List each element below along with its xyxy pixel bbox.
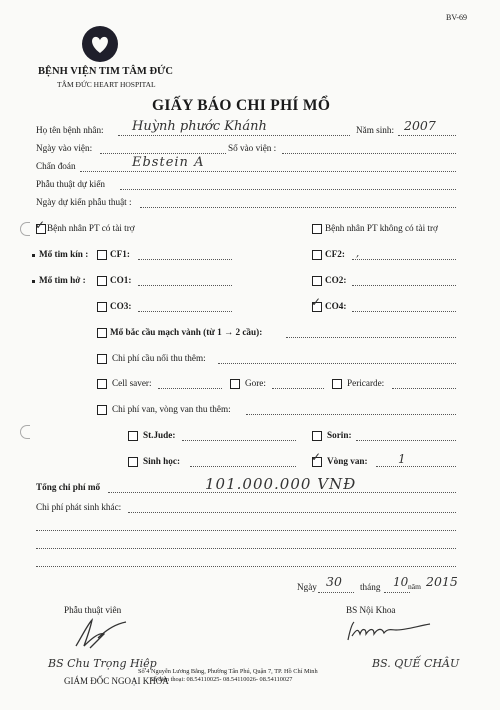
date-year-label: năm <box>408 582 421 591</box>
sorin-checkbox[interactable] <box>312 431 322 441</box>
footer-phone: Số điện thoại: 08.54110025- 08.54110026- 08.54110027 <box>150 676 293 683</box>
planned-date-line <box>140 207 456 208</box>
bio-valve-label: Sinh học: <box>143 456 181 466</box>
valve-extra-line <box>246 414 456 415</box>
admission-no-line <box>282 153 456 154</box>
closed-heart-label: Mổ tim kín : <box>39 249 89 259</box>
surgeon-title: GIÁM ĐỐC NGOẠI KHOA <box>64 676 169 686</box>
birth-year-value: 2007 <box>404 118 436 133</box>
ring-label: Vòng van: <box>327 456 368 466</box>
other-costs-line <box>36 530 456 531</box>
co4-label: CO4: <box>325 301 347 311</box>
admission-date-label: Ngày vào viện: <box>36 143 93 153</box>
cell-saver-line <box>158 388 222 389</box>
patient-name-value: Huỳnh phước Khánh <box>132 119 267 134</box>
co2-line <box>352 285 456 286</box>
sponsored-label: Bệnh nhân PT có tài trợ <box>47 223 135 233</box>
cf2-checkbox[interactable] <box>312 250 322 260</box>
total-cost-label: Tổng chi phí mổ <box>36 482 101 492</box>
cell-saver-label: Cell saver: <box>112 378 152 388</box>
cabg-label: Mổ bắc cầu mạch vành (từ 1 → 2 cầu): <box>110 327 263 337</box>
date-month-line <box>384 592 410 593</box>
planned-date-label: Ngày dự kiến phẫu thuật : <box>36 197 132 207</box>
internist-signature <box>344 618 434 646</box>
surgeon-name: BS Chu Trọng Hiệp <box>48 657 157 670</box>
other-costs-label: Chi phí phát sinh khác: <box>36 502 122 512</box>
surgeon-signature <box>70 616 130 652</box>
other-costs-line <box>128 512 456 513</box>
cf1-label: CF1: <box>110 249 130 259</box>
hospital-english-name: TÂM ĐỨC HEART HOSPITAL <box>57 80 156 89</box>
diagnosis-line <box>80 171 456 172</box>
bridge-extra-label: Chi phí cầu nối thu thêm: <box>112 353 206 363</box>
bio-valve-line <box>190 466 296 467</box>
not-sponsored-label: Bệnh nhân PT không có tài trợ <box>325 223 438 233</box>
pericarde-line <box>392 388 456 389</box>
co4-line <box>352 311 456 312</box>
birth-year-label: Năm sinh: <box>356 125 395 135</box>
birth-year-line <box>398 135 456 136</box>
cf1-line <box>138 259 232 260</box>
co3-line <box>138 311 232 312</box>
co3-label: CO3: <box>110 301 132 311</box>
st-jude-checkbox[interactable] <box>128 431 138 441</box>
cell-saver-checkbox[interactable] <box>97 379 107 389</box>
date-year: 2015 <box>426 574 458 589</box>
open-heart-label: Mổ tim hở : <box>39 275 86 285</box>
co2-checkbox[interactable] <box>312 276 322 286</box>
st-jude-label: St.Jude: <box>143 430 176 440</box>
cf2-value: , <box>356 248 360 259</box>
checkmark-icon: ✓ <box>311 450 322 464</box>
form-code: BV-69 <box>446 13 468 22</box>
patient-name-line <box>118 135 350 136</box>
co2-label: CO2: <box>325 275 347 285</box>
cf2-label: CF2: <box>325 249 345 259</box>
cf1-checkbox[interactable] <box>97 250 107 260</box>
cabg-line <box>286 337 456 338</box>
sorin-label: Sorin: <box>327 430 352 440</box>
bullet <box>32 280 35 283</box>
hospital-name: BỆNH VIỆN TIM TÂM ĐỨC <box>38 66 173 77</box>
planned-surgery-line <box>120 189 456 190</box>
valve-extra-checkbox[interactable] <box>97 405 107 415</box>
planned-surgery-label: Phẫu thuật dự kiến <box>36 179 106 189</box>
checkmark-icon: ✓ <box>311 295 322 309</box>
diagnosis-value: Ebstein A <box>132 155 205 170</box>
co1-line <box>138 285 232 286</box>
date-day-label: Ngày <box>297 582 317 592</box>
internist-label: BS Nội Khoa <box>346 605 396 615</box>
hospital-logo-icon <box>81 25 119 68</box>
gore-line <box>272 388 324 389</box>
ring-line <box>376 466 456 467</box>
footer-address: Số 4 Nguyễn Lương Bằng, Phường Tân Phú, Quận 7, TP. Hồ Chí Minh <box>138 668 318 675</box>
checkmark-icon: ✓ <box>35 218 46 232</box>
st-jude-line <box>182 440 296 441</box>
date-month: 10 <box>393 575 409 589</box>
co1-label: CO1: <box>110 275 132 285</box>
bridge-extra-line <box>218 363 456 364</box>
punch-hole <box>20 222 30 236</box>
patient-name-label: Họ tên bệnh nhân: <box>36 125 104 135</box>
punch-hole <box>20 425 30 439</box>
internist-name: BS. QUẾ CHÂU <box>372 657 460 670</box>
other-costs-line <box>36 548 456 549</box>
page-title: GIẤY BÁO CHI PHÍ MỔ <box>152 97 331 114</box>
co3-checkbox[interactable] <box>97 302 107 312</box>
bullet <box>32 254 35 257</box>
not-sponsored-checkbox[interactable] <box>312 224 322 234</box>
diagnosis-label: Chẩn đoán <box>36 161 76 171</box>
admission-date-line <box>100 153 226 154</box>
pericarde-label: Pericarde: <box>347 378 385 388</box>
surgeon-label: Phẫu thuật viên <box>64 605 122 615</box>
total-cost-value: 101.000.000 VNĐ <box>205 475 357 493</box>
other-costs-line <box>36 566 456 567</box>
bridge-extra-checkbox[interactable] <box>97 354 107 364</box>
pericarde-checkbox[interactable] <box>332 379 342 389</box>
admission-no-label: Số vào viện : <box>228 143 277 153</box>
gore-checkbox[interactable] <box>230 379 240 389</box>
date-month-label: tháng <box>360 582 381 592</box>
date-day: 30 <box>326 574 342 589</box>
co1-checkbox[interactable] <box>97 276 107 286</box>
cabg-checkbox[interactable] <box>97 328 107 338</box>
bio-valve-checkbox[interactable] <box>128 457 138 467</box>
sorin-line <box>356 440 456 441</box>
date-day-line <box>318 592 354 593</box>
gore-label: Gore: <box>245 378 266 388</box>
valve-extra-label: Chi phí van, vòng van thu thêm: <box>112 404 231 414</box>
ring-value: 1 <box>398 452 406 466</box>
cf2-line <box>352 259 456 260</box>
